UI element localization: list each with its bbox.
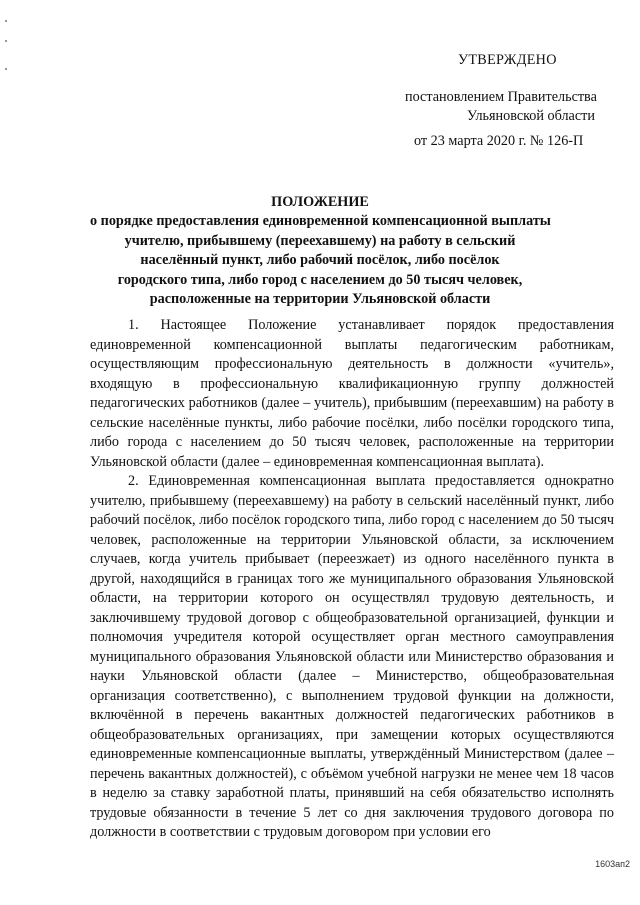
approval-line-2: Ульяновской области: [467, 108, 595, 124]
margin-mark: [5, 68, 7, 70]
margin-mark: [5, 40, 7, 42]
document-title-line: о порядке предоставления единовременной компенсационной выплаты: [90, 213, 551, 230]
document-heading: ПОЛОЖЕНИЕ: [271, 194, 369, 210]
document-title-line: расположенные на территории Ульяновской области: [149, 291, 491, 308]
document-title-line: городского типа, либо город с населением до 50 тысяч человек,: [117, 271, 523, 288]
approval-line-1: постановлением Правительства: [405, 89, 597, 105]
page-code: 1603ап2: [595, 859, 630, 869]
approval-line-3: от 23 марта 2020 г. № 126-П: [414, 133, 584, 149]
approval-title: УТВЕРЖДЕНО: [458, 52, 557, 68]
paragraph-1: 1. Настоящее Положение устанавливает порядок предоставления единовременной компенсационной выплаты педагогическим работникам, осуществляющим профессиональную деятельность в должности «учитель», входящую в профессиональную квалификационную группу должностей педагогических работников (далее – учитель), прибывшим (переехавшим) на работу в сельские населённые пункты, либо рабочие посёлки, либо посёлки городского типа, либо города с населением до 50 тысяч человек, расположенные на территории Ульяновской области (далее – единовременная компенсационная выплата).: [90, 317, 614, 470]
document-title-line: учителю, прибывшему (переехавшему) на работу в сельский: [124, 232, 516, 249]
document-title: [90, 193, 550, 309]
margin-mark: [5, 20, 7, 22]
document-body: [90, 316, 614, 843]
paragraph-2: 2. Единовременная компенсационная выплата предоставляется однократно учителю, прибывшему (переехавшему) на работу в сельский населённый пункт, либо рабочий посёлок, либо посёлок городского типа, либо город с населением до 50 тысяч человек, расположенные на территории Ульяновской области, за исключением случаев, когда учитель прибывает (переезжает) из одного населённого пункта в другой, находящийся в границах того же муниципального образования Ульяновской области, на территории которого он осуществлял трудовую деятельность, и заключившему трудовой договор с общеобразовательной организацией, функции и полномочия учредителя которой осуществляет орган местного самоуправления муниципального образования Ульяновской области или Министерство образования и науки Ульяновской области (далее – Министерство, общеобразовательная организация соответственно), с выполнением трудовой функции на должности, включённой в перечень вакантных должностей педагогических работников в общеобразовательных организациях, при замещении которых осуществляются единовременные компенсационные выплаты, утверждённый Министерством (далее – перечень вакантных должностей), с объёмом учебной нагрузки не менее чем 18 часов в неделю за ставку заработной платы, принявший на себя обязательство исполнять трудовые обязанности в течение 5 лет со дня заключения трудового договора по должности в соответствии с трудовым договором при условии его: [90, 473, 614, 840]
document-title-line: населённый пункт, либо рабочий посёлок, либо посёлок: [140, 252, 500, 269]
